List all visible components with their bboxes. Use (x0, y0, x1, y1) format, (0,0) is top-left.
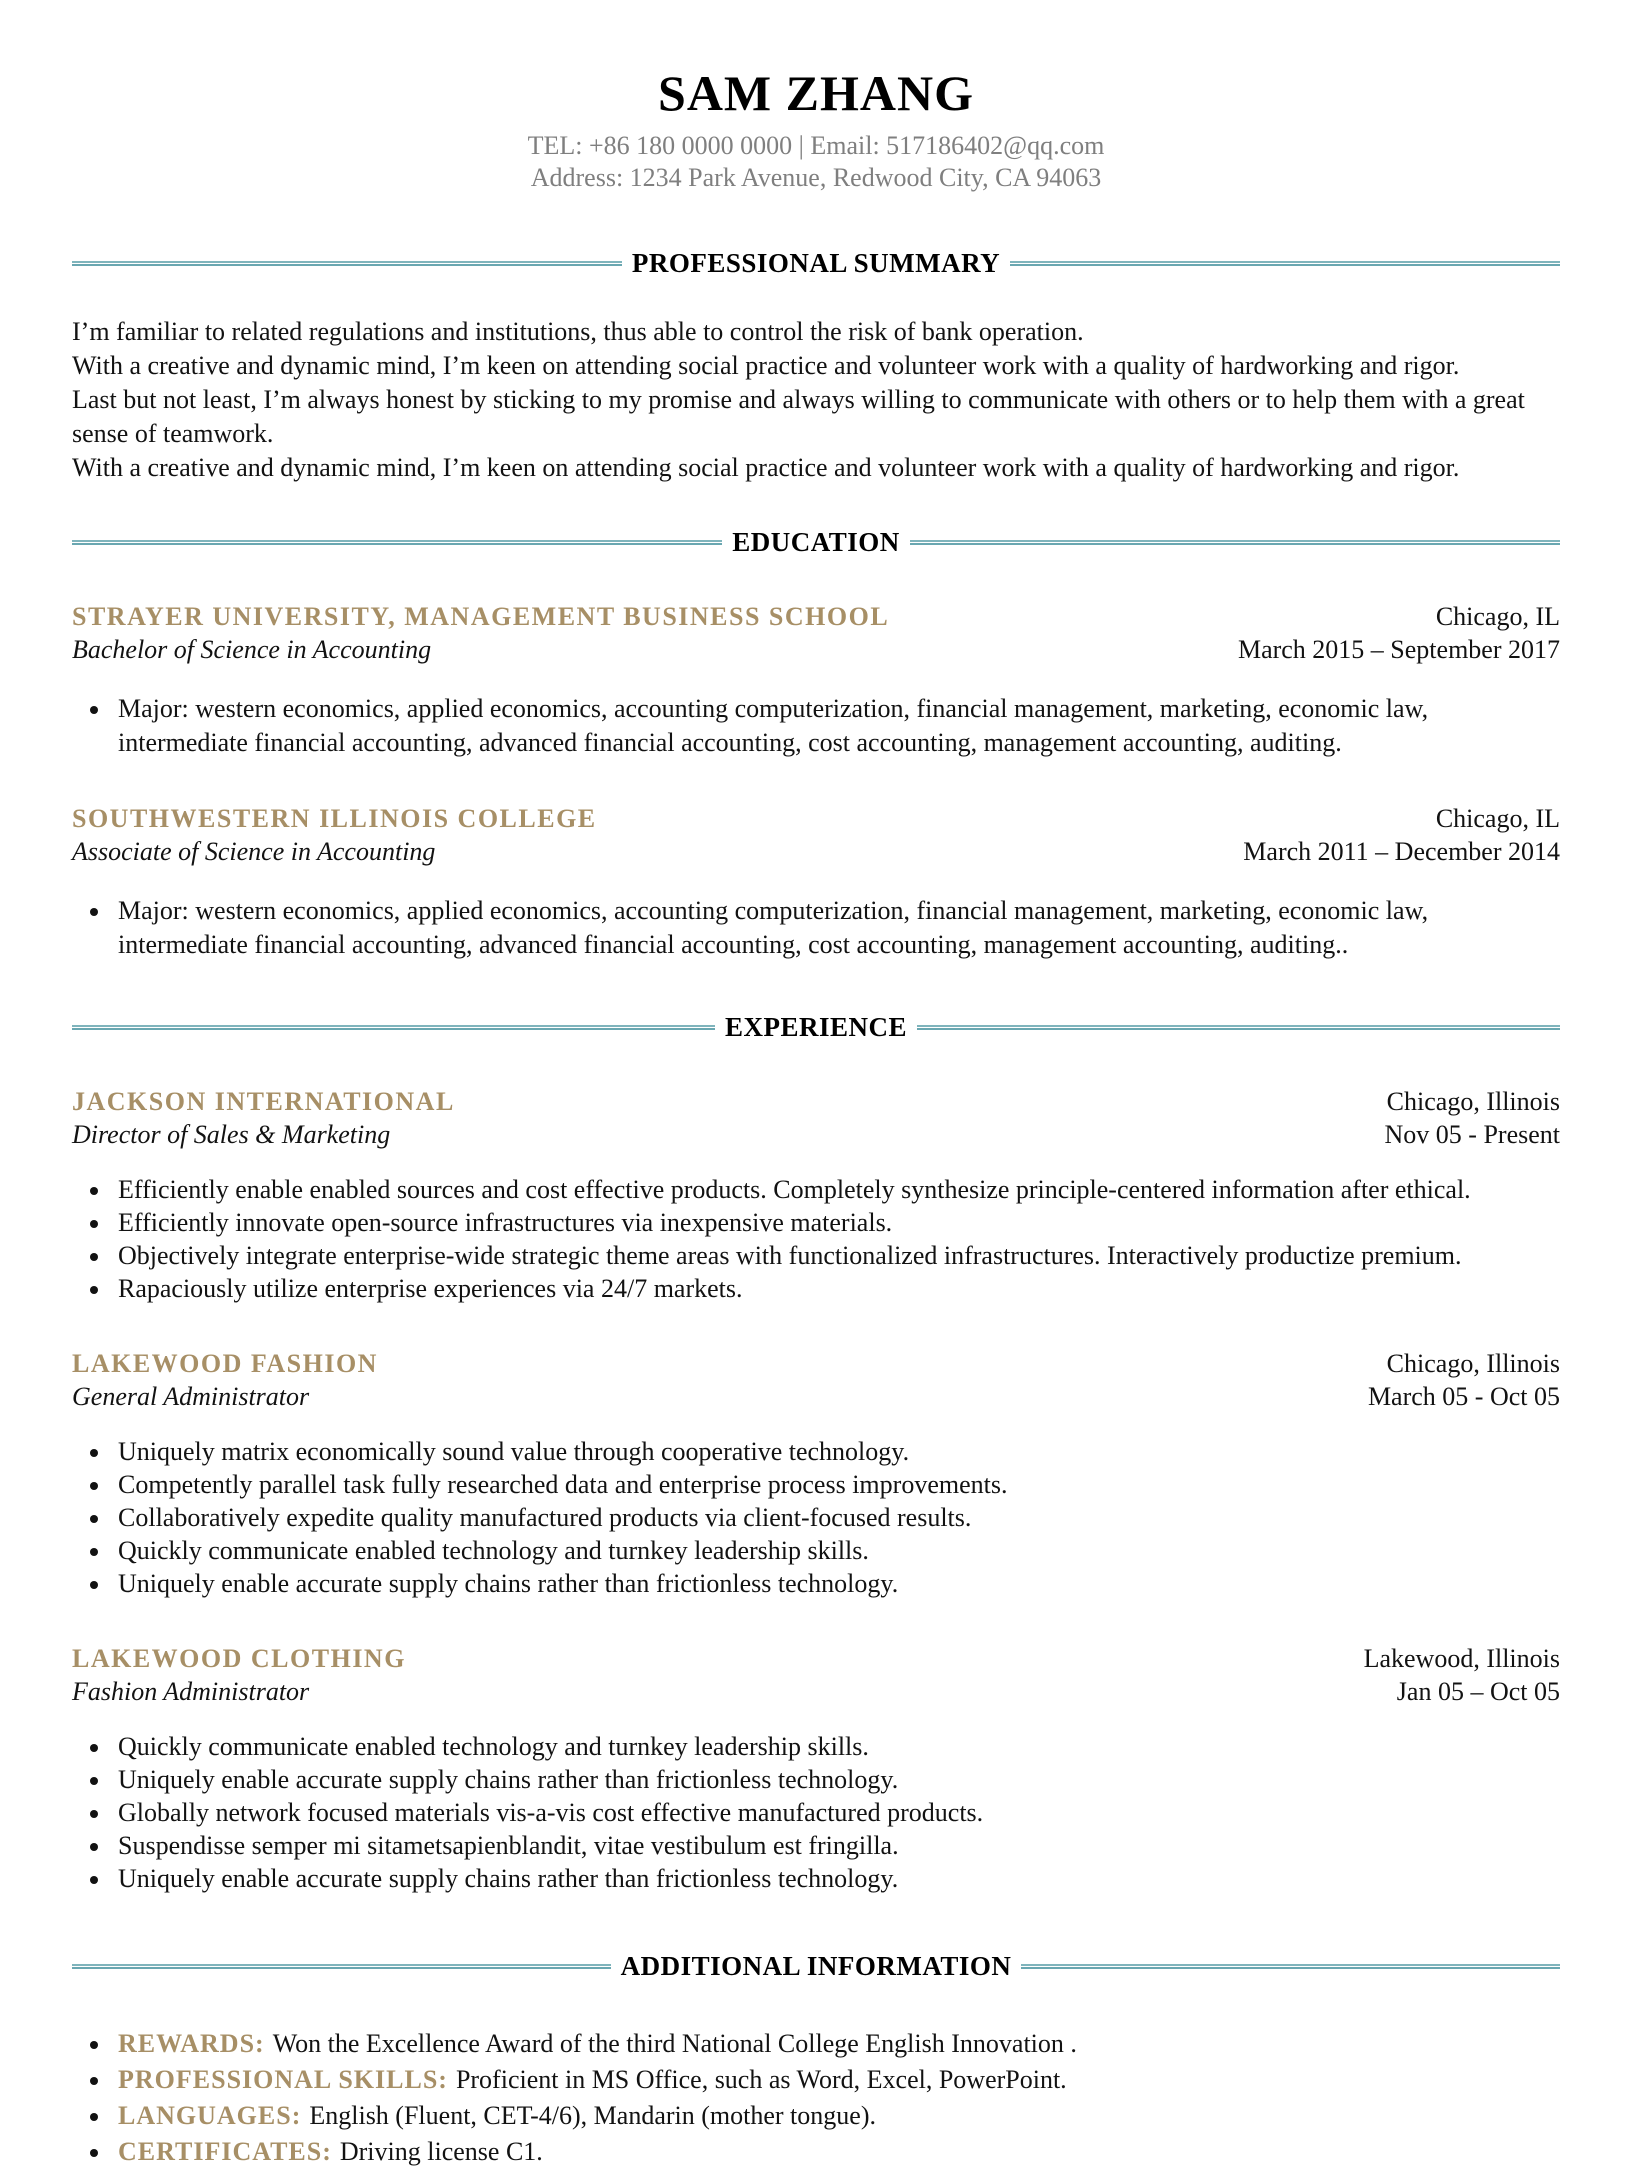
person-name: SAM ZHANG (658, 65, 974, 121)
company-location: Chicago, Illinois (1386, 1087, 1560, 1116)
experience-bullets (72, 1435, 1560, 1600)
bullet-item: • Uniquely enable accurate supply chains rather than frictionless technology. (112, 1862, 1560, 1895)
company-name: LAKEWOOD CLOTHING (72, 1644, 406, 1673)
entry-header-row (72, 1347, 1560, 1380)
job-dates: March 05 - Oct 05 (1367, 1382, 1560, 1411)
bullet-item: • Major: western economics, applied economics, accounting computerization, financial management, marketing, economic law, intermediate financial accounting, advanced financial accounting, cost accounting, management accounting, auditing. (112, 692, 1560, 760)
experience-bullets (72, 1730, 1560, 1895)
summary-paragraph: Last but not least, I’m always honest by sticking to my promise and always willing to communicate with others or to help them with a great sense of teamwork. (72, 385, 1525, 448)
school-location: Chicago, IL (1435, 602, 1560, 631)
section-header-education (72, 527, 1560, 558)
bullet-item: • Uniquely enable accurate supply chains rather than frictionless technology. (112, 1567, 1560, 1600)
bullet-item: • Objectively integrate enterprise-wide strategic theme areas with functionalized infrastructures. Interactively productize premium. (112, 1239, 1560, 1272)
experience-bullets (72, 1173, 1560, 1305)
education-entry (72, 802, 1560, 962)
divider-line (917, 1025, 1560, 1030)
additional-info-item (112, 2134, 1560, 2170)
additional-info-text: Won the Excellence Award of the third National College English Innovation . (272, 2029, 1077, 2058)
bullet-item: • Suspendisse semper mi sitametsapienblandit, vitae vestibulum est fringilla. (112, 1829, 1560, 1862)
company-location: Chicago, Illinois (1386, 1349, 1560, 1378)
bullet-item: • Efficiently enable enabled sources and cost effective products. Completely synthesize principle-centered information after ethical. (112, 1173, 1560, 1206)
section-header-additional-information (72, 1951, 1560, 1982)
entry-subheader-row (72, 835, 1560, 868)
contact-address: Address: 1234 Park Avenue, Redwood City, CA 94063 (530, 163, 1102, 192)
additional-info-label: PROFESSIONAL SKILLS: (118, 2065, 448, 2094)
experience-entry (72, 1347, 1560, 1600)
education-bullets (72, 894, 1560, 962)
bullet-item: • Globally network focused materials vis-a-vis cost effective manufactured products. (112, 1796, 1560, 1829)
summary-paragraph: With a creative and dynamic mind, I’m keen on attending social practice and volunteer work with a quality of hardworking and rigor. (72, 453, 1460, 482)
education-dates: March 2011 – December 2014 (1243, 837, 1560, 866)
section-title: PROFESSIONAL SUMMARY (631, 248, 1001, 278)
job-title: General Administrator (72, 1382, 310, 1411)
additional-info-item (112, 2062, 1560, 2098)
additional-info-item (112, 2026, 1560, 2062)
education-dates: March 2015 – September 2017 (1237, 635, 1560, 664)
education-section (72, 600, 1560, 962)
experience-entry (72, 1642, 1560, 1895)
entry-subheader-row (72, 1118, 1560, 1151)
bullet-item: • Major: western economics, applied economics, accounting computerization, financial management, marketing, economic law, intermediate financial accounting, advanced financial accounting, cost accounting, management accounting, auditing.. (112, 894, 1560, 962)
section-header-professional-summary (72, 248, 1560, 279)
school-location: Chicago, IL (1435, 804, 1560, 833)
contact-phone-email: TEL: +86 180 0000 0000 | Email: 517186402@qq.com (527, 131, 1105, 160)
bullet-item: • Uniquely matrix economically sound value through cooperative technology. (112, 1435, 1560, 1468)
entry-subheader-row (72, 633, 1560, 666)
summary-paragraph: I’m familiar to related regulations and institutions, thus able to control the risk of bank operation. (72, 317, 1084, 346)
additional-info-text: Proficient in MS Office, such as Word, Excel, PowerPoint. (455, 2065, 1067, 2094)
additional-info-label: LANGUAGES: (118, 2101, 302, 2130)
divider-line (72, 1964, 611, 1969)
entry-subheader-row (72, 1380, 1560, 1413)
job-dates: Nov 05 - Present (1384, 1120, 1560, 1149)
divider-line (72, 540, 722, 545)
entry-header-row (72, 600, 1560, 633)
job-title: Fashion Administrator (72, 1677, 310, 1706)
company-name: LAKEWOOD FASHION (72, 1349, 378, 1378)
school-name: SOUTHWESTERN ILLINOIS COLLEGE (72, 804, 597, 833)
bullet-item: • Uniquely enable accurate supply chains rather than frictionless technology. (112, 1763, 1560, 1796)
section-header-experience (72, 1012, 1560, 1043)
entry-header-row (72, 1642, 1560, 1675)
experience-entry (72, 1085, 1560, 1305)
bullet-item: • Rapaciously utilize enterprise experiences via 24/7 markets. (112, 1272, 1560, 1305)
entry-subheader-row (72, 1675, 1560, 1708)
entry-header-row (72, 802, 1560, 835)
section-title: EDUCATION (732, 527, 900, 557)
divider-line (72, 1025, 715, 1030)
divider-line (1010, 261, 1560, 266)
additional-info-label: REWARDS: (118, 2029, 265, 2058)
divider-line (910, 540, 1560, 545)
additional-info-list (72, 2026, 1560, 2170)
additional-info-label: CERTIFICATES: (118, 2137, 332, 2166)
education-entry (72, 600, 1560, 760)
bullet-item: • Collaboratively expedite quality manufactured products via client-focused results. (112, 1501, 1560, 1534)
job-dates: Jan 05 – Oct 05 (1396, 1677, 1560, 1706)
degree: Bachelor of Science in Accounting (72, 635, 432, 664)
company-location: Lakewood, Illinois (1363, 1644, 1560, 1673)
bullet-item: • Competently parallel task fully researched data and enterprise process improvements. (112, 1468, 1560, 1501)
additional-info-text: English (Fluent, CET-4/6), Mandarin (mother tongue). (309, 2101, 876, 2130)
degree: Associate of Science in Accounting (72, 837, 436, 866)
summary-body (72, 315, 1560, 485)
additional-info-text: Driving license C1. (339, 2137, 543, 2166)
section-title: ADDITIONAL INFORMATION (620, 1951, 1012, 1981)
company-name: JACKSON INTERNATIONAL (72, 1087, 455, 1116)
education-bullets (72, 692, 1560, 760)
section-title: EXPERIENCE (724, 1012, 908, 1042)
bullet-item: • Efficiently innovate open-source infrastructures via inexpensive materials. (112, 1206, 1560, 1239)
additional-info-item (112, 2098, 1560, 2134)
bullet-item: • Quickly communicate enabled technology and turnkey leadership skills. (112, 1730, 1560, 1763)
divider-line (72, 261, 622, 266)
job-title: Director of Sales & Marketing (72, 1120, 391, 1149)
school-name: STRAYER UNIVERSITY, MANAGEMENT BUSINESS SCHOOL (72, 602, 890, 631)
bullet-item: • Quickly communicate enabled technology and turnkey leadership skills. (112, 1534, 1560, 1567)
divider-line (1021, 1964, 1560, 1969)
summary-paragraph: With a creative and dynamic mind, I’m keen on attending social practice and volunteer work with a quality of hardworking and rigor. (72, 351, 1460, 380)
experience-section (72, 1085, 1560, 1895)
entry-header-row (72, 1085, 1560, 1118)
